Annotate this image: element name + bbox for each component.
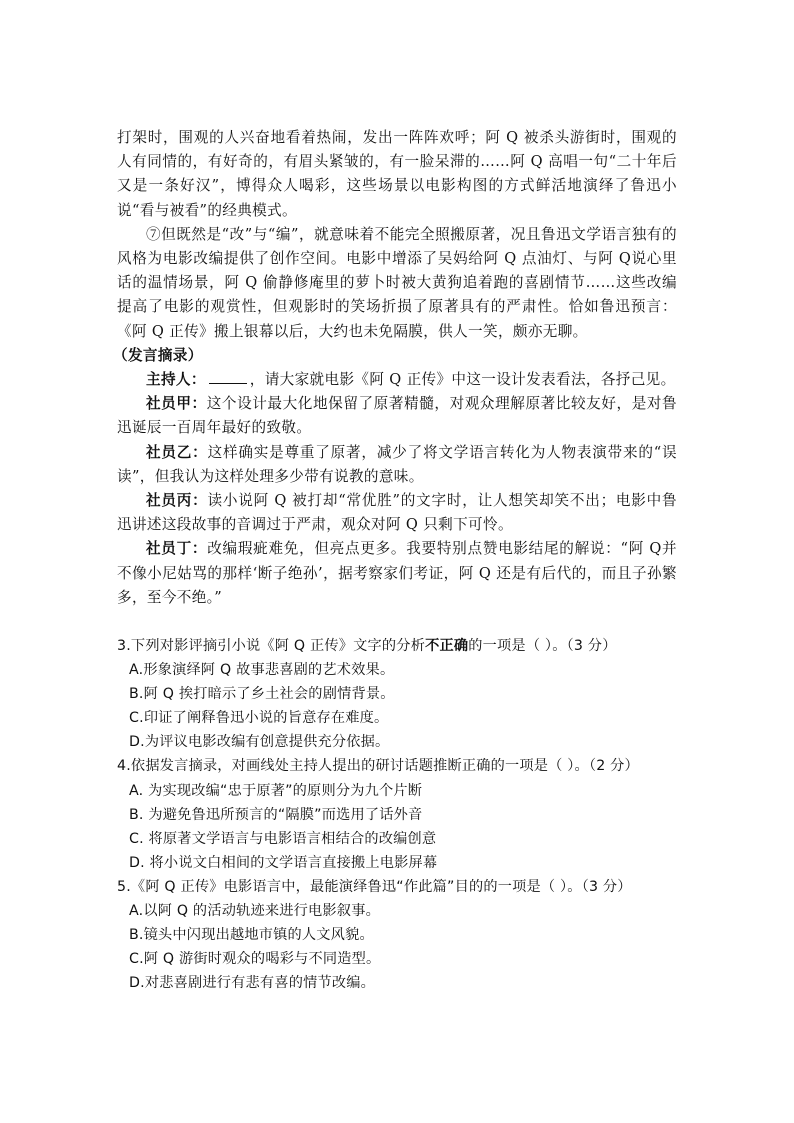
member-c-remark: 社员丙：读小说阿 Q 被打却“常优胜”的文字时，让人想笑却笑不出；电影中鲁迅讲述这段故事的音调过于严肃，观众对阿 Q 只剩下可怜。 — [117, 492, 677, 534]
question-list — [117, 634, 687, 995]
passage-paragraph-1: 打架时，围观的人兴奋地看着热闹，发出一阵阵欢呼；阿 Q 被杀头游街时，围观的人有同情的，有好奇的，有眉头紧皱的，有一脸呆滞的……阿 Q 高唱一句“二十年后又是一条好汉”，博得众人喝彩，这些场景以电影构图的方式鲜活地演绎了鲁迅小说“看与被看”的经典模式。 — [117, 129, 678, 219]
option-item[interactable]: B.阿 Q 挨打暗示了乡土社会的剧情背景。 — [129, 686, 395, 703]
host-remark: 主持人： ，请大家就电影《阿 Q 正传》中这一设计发表看法，各抒己见。 — [146, 371, 676, 389]
passage-paragraph-2: ⑦但既然是“改”与“编”，就意味着不能完全照搬原著，况且鲁迅文学语言独有的风格为电影改编提供了创作空间。电影中增添了吴妈给阿 Q 点油灯、与阿 Q说心里话的温情场景，阿 Q 偷静修庵里的萝卜时被大黄狗追着跑的喜剧情节……这些改编提高了电影的观赏性，但观影时的笑场折损了原著具有的严肃性。恰如鲁迅预言：《阿 Q 正传》搬上银幕以后，大约也未免隔膜，供人一笑，颇亦无聊。 — [117, 225, 677, 340]
reading-passage — [113, 126, 678, 610]
speaker-label: 社员丙： — [146, 492, 208, 510]
question-stem: 3.下列对影评摘引小说《阿 Q 正传》文字的分析不正确的一项是（ ）。（3 分） — [117, 638, 617, 654]
speaker-label: 主持人： — [146, 371, 206, 389]
option-item[interactable]: B. 为避免鲁迅所预言的“隔膜”而选用了话外音 — [129, 806, 423, 823]
option-item[interactable]: D.为评议电影改编有创意提供充分依据。 — [129, 734, 390, 751]
section-heading: （发言摘录） — [113, 346, 203, 364]
option-item[interactable]: C.阿 Q 游街时观众的喝彩与不同造型。 — [129, 951, 381, 968]
option-item[interactable]: A.以阿 Q 的活动轨迹来进行电影叙事。 — [129, 903, 380, 920]
speaker-label: 社员乙： — [146, 443, 208, 461]
speaker-label: 社员甲： — [146, 395, 207, 413]
option-item[interactable]: D.对悲喜剧进行有悲有喜的情节改编。 — [129, 975, 376, 992]
option-item[interactable]: D. 将小说文白相间的文学语言直接搬上电影屏幕 — [129, 854, 438, 871]
question-stem: 5.《阿 Q 正传》电影语言中，最能演绎鲁迅“作此篇”目的的一项是（ ）。（3 分） — [117, 878, 632, 895]
underline-blank — [209, 369, 247, 384]
member-d-remark: 社员丁：改编瑕疵难免，但亮点更多。我要特别点赞电影结尾的解说：“阿 Q并不像小尼姑骂的那样‘断子绝孙’，据考察家们考证，阿 Q 还是有后代的，而且子孙繁多，至今不绝。” — [117, 540, 677, 606]
speaker-label: 社员丁： — [146, 540, 208, 558]
option-item[interactable]: A.形象演绎阿 Q 故事悲喜剧的艺术效果。 — [129, 662, 395, 679]
option-item[interactable]: C. 将原著文学语言与电影语言相结合的改编创意 — [129, 830, 437, 847]
question-stem: 4.依据发言摘录，对画线处主持人提出的研讨话题推断正确的一项是（ ）。（2 分） — [117, 758, 639, 775]
member-b-remark: 社员乙：这样确实是尊重了原著，减少了将文学语言转化为人物表演带来的“误读”，但我认为这样处理多少带有说教的意味。 — [117, 443, 677, 485]
option-item[interactable]: C.印证了阐释鲁迅小说的旨意存在难度。 — [129, 710, 389, 727]
option-item[interactable]: B.镜头中闪现出越地市镇的人文风貌。 — [129, 927, 374, 944]
option-item[interactable]: A. 为实现改编“忠于原著”的原则分为九个片断 — [129, 782, 423, 799]
member-a-remark: 社员甲：这个设计最大化地保留了原著精髓，对观众理解原著比较友好，是对鲁迅诞辰一百周年最好的致敬。 — [117, 395, 677, 437]
